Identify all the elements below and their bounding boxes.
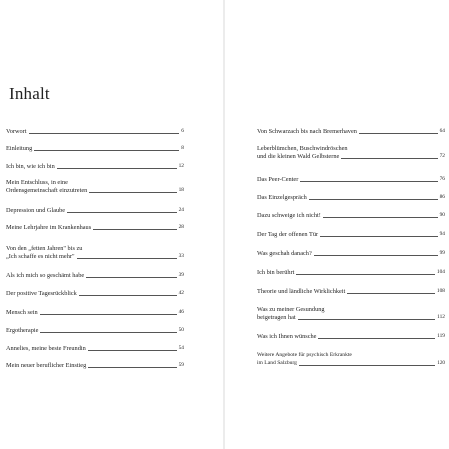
toc-page-number: 39 xyxy=(178,272,184,278)
toc-entry[interactable] xyxy=(257,176,445,184)
toc-page-number: 104 xyxy=(436,269,445,275)
toc-entry-title: Mein neuer beruflicher Einstieg xyxy=(6,362,87,369)
toc-entry[interactable] xyxy=(6,145,184,153)
toc-leader-line xyxy=(34,150,179,151)
toc-entry-title: Depression und Glaube xyxy=(6,207,66,214)
toc-page-number: 59 xyxy=(178,362,184,368)
toc-entry[interactable] xyxy=(257,333,445,341)
toc-entry-title: Ich bin, wie ich bin xyxy=(6,163,55,170)
toc-entry-title: Von Schwarzach bis nach Bremerhaven xyxy=(257,128,357,135)
toc-leader-line xyxy=(359,133,438,134)
toc-entry-title: Ich bin berührt xyxy=(257,269,295,276)
toc-page-number: 72 xyxy=(439,152,445,159)
toc-leader-line xyxy=(29,133,180,134)
toc-leader-line xyxy=(40,332,176,333)
toc-entry-title: Der Tag der offenen Tür xyxy=(257,231,319,238)
toc-page-number: 108 xyxy=(436,288,445,294)
toc-page-number: 8 xyxy=(181,145,184,151)
toc-entry-title-line: Leberblümchen, Buschwindröschen xyxy=(257,145,348,152)
toc-leader-line xyxy=(323,217,438,218)
toc-entry[interactable] xyxy=(6,290,184,298)
toc-leader-line xyxy=(93,229,176,230)
toc-entry-title: Der positive Tagesrückblick xyxy=(6,290,77,297)
toc-leader-line xyxy=(67,212,177,213)
toc-entry-title: „Ich schaffe es nicht mehr" xyxy=(6,252,75,260)
toc-entry[interactable] xyxy=(257,145,445,160)
toc-entry[interactable] xyxy=(6,179,184,194)
toc-entry[interactable] xyxy=(6,207,184,215)
toc-page-number: 76 xyxy=(439,176,445,182)
toc-page-number: 18 xyxy=(178,186,184,193)
toc-leader-line xyxy=(347,293,435,294)
right-page xyxy=(225,0,449,449)
toc-entry-title: Als ich mich so geschämt habe xyxy=(6,272,85,279)
toc-page-number: 90 xyxy=(439,212,445,218)
toc-entry[interactable] xyxy=(6,128,184,136)
toc-entry-title: Ergotherapie xyxy=(6,327,39,334)
toc-entry-title-line: Weitere Angebote für psychisch Erkrankte xyxy=(257,352,352,358)
toc-leader-line xyxy=(320,236,438,237)
toc-page-number: 112 xyxy=(437,313,445,320)
toc-page-number: 54 xyxy=(178,345,184,351)
toc-page-number: 120 xyxy=(437,359,445,366)
toc-leader-line xyxy=(77,258,177,259)
toc-entry[interactable] xyxy=(257,269,445,277)
toc-page-number: 28 xyxy=(178,224,184,230)
toc-leader-line xyxy=(309,199,438,200)
left-page xyxy=(0,0,224,449)
toc-leader-line xyxy=(86,277,176,278)
toc-page-number: 94 xyxy=(439,231,445,237)
toc-entry-title: beigetragen hat xyxy=(257,313,296,321)
toc-entry[interactable] xyxy=(6,345,184,353)
toc-page-number: 12 xyxy=(178,163,184,169)
toc-entry-title: Ordensgemeinschaft einzutreten xyxy=(6,186,88,194)
toc-entry[interactable] xyxy=(257,212,445,220)
toc-page-number: 119 xyxy=(437,333,445,339)
toc-entry[interactable] xyxy=(6,245,184,260)
toc-entry[interactable] xyxy=(257,288,445,296)
toc-entry-title-line: Was zu meiner Gesundung xyxy=(257,306,325,313)
toc-entry-title: Theorie und ländliche Wirklichkeit xyxy=(257,288,346,295)
toc-leader-line xyxy=(298,319,435,320)
toc-entry-title: Dazu schweige ich nicht! xyxy=(257,212,321,219)
toc-page-number: 33 xyxy=(178,252,184,259)
toc-entry-title: Mensch sein xyxy=(6,309,38,316)
toc-entry[interactable] xyxy=(6,309,184,317)
toc-entry[interactable] xyxy=(257,250,445,258)
toc-entry-title: Vorwort xyxy=(6,128,27,135)
toc-page-number: 42 xyxy=(178,290,184,296)
toc-entry[interactable] xyxy=(257,231,445,239)
toc-page-number: 86 xyxy=(439,194,445,200)
toc-page-number: 50 xyxy=(178,327,184,333)
page-title: Inhalt xyxy=(9,84,50,103)
toc-leader-line xyxy=(89,192,176,193)
toc-entry[interactable] xyxy=(257,352,445,367)
toc-page-number: 64 xyxy=(439,128,445,134)
toc-page-number: 46 xyxy=(178,309,184,315)
toc-entry[interactable] xyxy=(257,128,445,136)
toc-leader-line xyxy=(314,255,438,256)
toc-leader-line xyxy=(88,350,177,351)
toc-entry[interactable] xyxy=(6,224,184,232)
toc-entry-title: Meine Lehrjahre im Krankenhaus xyxy=(6,224,92,231)
toc-entry[interactable] xyxy=(257,194,445,202)
toc-leader-line xyxy=(296,274,434,275)
toc-leader-line xyxy=(88,367,176,368)
toc-entry[interactable] xyxy=(6,362,184,370)
toc-entry-title: und die kleinen Wald Gelbsterne xyxy=(257,152,340,160)
toc-page-number: 6 xyxy=(181,128,184,134)
toc-page-number: 24 xyxy=(178,207,184,213)
toc-leader-line xyxy=(341,158,437,159)
toc-entry-title-line: Mein Entschluss, in eine xyxy=(6,179,68,186)
toc-entry-title: Einleitung xyxy=(6,145,33,152)
toc-leader-line xyxy=(318,338,435,339)
toc-entry-title: Das Peer-Center xyxy=(257,176,299,183)
toc-leader-line xyxy=(79,295,177,296)
toc-entry[interactable] xyxy=(6,327,184,335)
toc-leader-line xyxy=(57,168,177,169)
toc-entry-title-line: Von den „fetten Jahren" bis zu xyxy=(6,245,83,252)
toc-entry-title: Was ich Ihnen wünsche xyxy=(257,333,317,340)
toc-entry[interactable] xyxy=(6,163,184,171)
toc-page-number: 99 xyxy=(439,250,445,256)
toc-entry[interactable] xyxy=(257,306,445,321)
toc-entry-title: Annelies, meine beste Freundin xyxy=(6,345,86,352)
toc-entry-title: im Land Salzburg xyxy=(257,359,297,366)
toc-leader-line xyxy=(299,365,435,366)
toc-entry[interactable] xyxy=(6,272,184,280)
toc-entry-title: Das Einzelgespräch xyxy=(257,194,307,201)
toc-entry-title: Was geschah danach? xyxy=(257,250,312,257)
toc-leader-line xyxy=(40,314,177,315)
toc-leader-line xyxy=(300,181,437,182)
